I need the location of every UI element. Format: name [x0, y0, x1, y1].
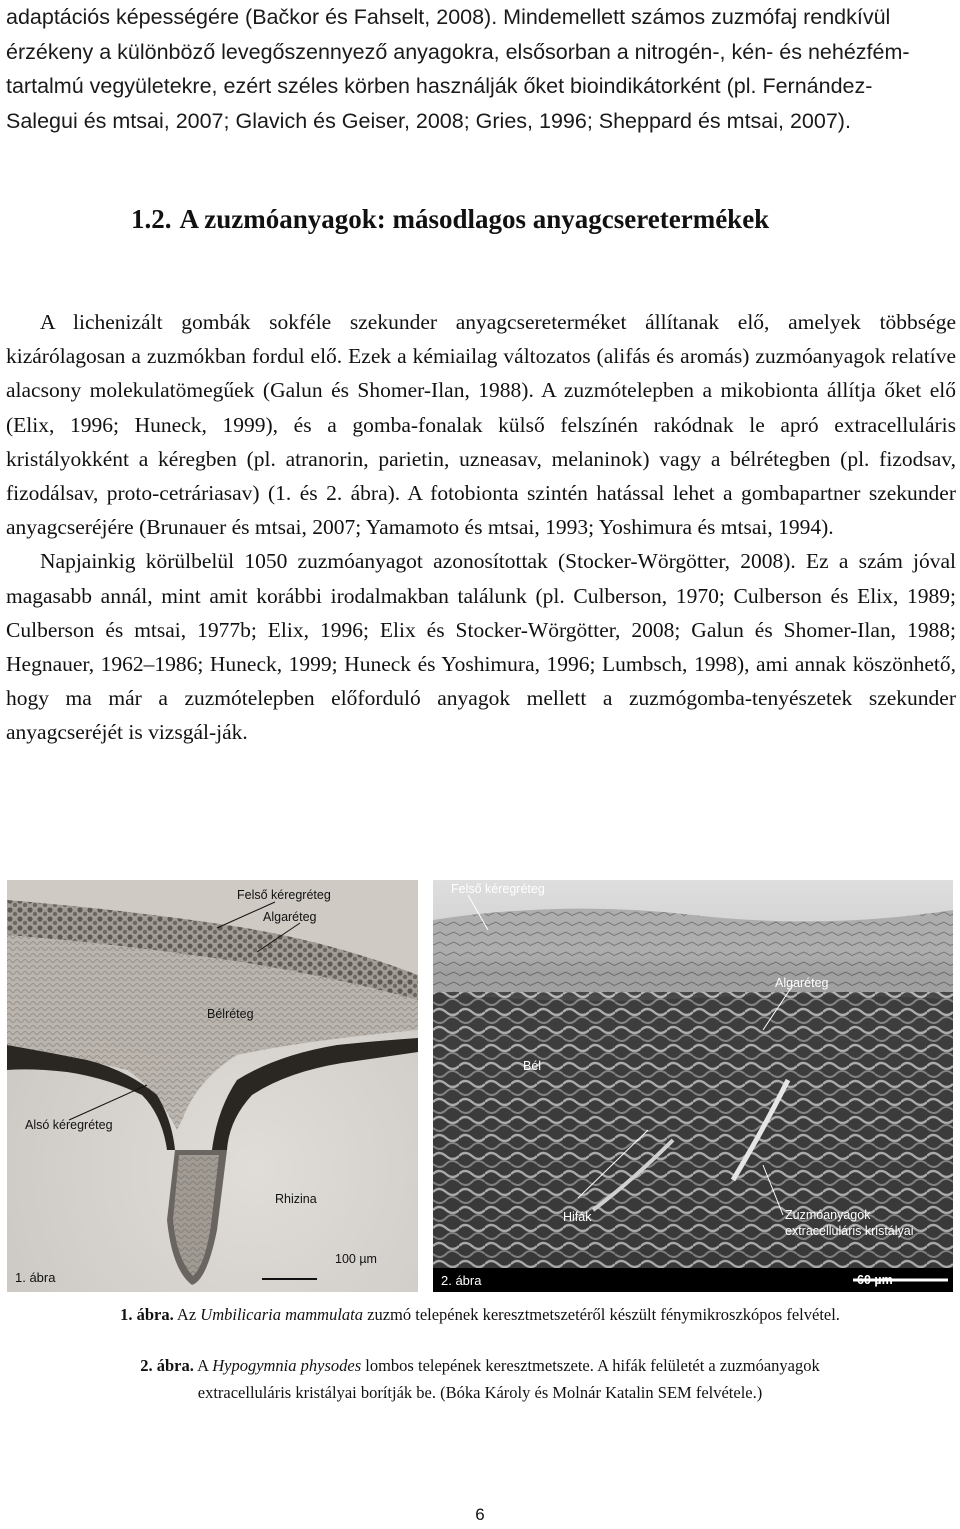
figure-1-image — [7, 880, 418, 1292]
section-number: 1.2. — [131, 204, 172, 234]
intro-line: érzékeny a különböző levegőszennyező anyagokra, elsősorban a nitrogén-, kén- és nehézfém- — [6, 39, 910, 64]
figure-1-caption-species: Umbilicaria mammulata — [200, 1305, 363, 1324]
figure-1-caption-label: 1. ábra. — [120, 1305, 174, 1324]
fig2-label-crystals-2: extracelluláris kristályai — [785, 1224, 914, 1238]
intro-line: tartalmú vegyületekre, ezért széles körben használják őket bioindikátorként (pl. Fernández- — [6, 74, 873, 98]
fig2-label-medulla: Bél — [523, 1059, 542, 1073]
fig1-label-rhizina: Rhizina — [275, 1192, 317, 1206]
fig2-label-hyphae: Hifák — [563, 1210, 592, 1224]
intro-line: Salegui és mtsai, 2007; Glavich és Geiser, 2008; Gries, 1996; Sheppard és mtsai, 2007). — [6, 108, 851, 133]
fig1-tag: 1. ábra — [15, 1270, 56, 1285]
figure-1-caption-text: zuzmó telepének keresztmetszetéről készült fénymikroszkópos felvétel. — [367, 1305, 840, 1324]
figure-2-caption — [0, 1352, 960, 1406]
section-body — [6, 305, 956, 750]
fig2-label-upper-cortex: Felső kéregréteg — [451, 882, 545, 896]
fig1-scale-bar-label: 100 µm — [335, 1252, 377, 1266]
fig1-label-lower-cortex: Alsó kéregréteg — [25, 1118, 113, 1132]
intro-paragraph — [6, 0, 956, 138]
figure-2-image — [433, 880, 953, 1292]
fig2-label-algal-layer: Algaréteg — [775, 976, 829, 990]
figure-1-caption — [0, 1304, 960, 1326]
figure-2-caption-text: lombos telepének keresztmetszete. A hifák felületét a zuzmóanyagok — [365, 1356, 820, 1375]
fig2-label-crystals-1: Zuzmóanyagok — [785, 1208, 871, 1222]
fig2-scale-bar-label: 60 µm — [857, 1273, 893, 1287]
section-heading — [131, 202, 931, 236]
figure-2-caption-label: 2. ábra. — [140, 1356, 194, 1375]
figure-2-caption-line2: extracelluláris kristályai borítják be. (Bóka Károly és Molnár Katalin SEM felvétele.) — [197, 1383, 763, 1402]
figure-2-caption-species: Hypogymnia physodes — [212, 1356, 362, 1375]
fig1-label-medulla: Bélréteg — [207, 1007, 254, 1021]
figure-1-illustration — [7, 880, 418, 1292]
body-paragraph-2: Napjainkig körülbelül 1050 zuzmóanyagot azonosítottak (Stocker-Wörgötter, 2008). Ez a szám jóval magasabb annál, mint amit korábbi irodalmakban találunk (pl. Culberson, 1970; Culberson és Elix, 1989; Culberson és mtsai, 1977b; Elix, 1996; Elix és Stocker-Wörgötter, 2008; Galun és Shomer-Ilan, 1988; Hegnauer, 1962–1986; Huneck, 1999; Huneck és Yoshimura, 1996; Lumbsch, 1998), ami annak köszönhető, hogy ma már a zuzmótelepben előforduló anyagok mellett a zuzmógomba-tenyészetek szekunder anyagcseréjét is vizsgál-ják. — [6, 549, 956, 745]
fig1-label-algal-layer: Algaréteg — [263, 910, 317, 924]
figure-2-caption-pre: A — [197, 1356, 209, 1375]
body-paragraph-1: A lichenizált gombák sokféle szekunder anyagcsereterméket állítanak elő, amelyek többsége kizárólagosan a zuzmókban fordul elő. Ezek a kémiailag változatos (alifás és aromás) zuzmóanyagok relatíve alacsony molekulatömegűek (Galun és Shomer-Ilan, 1988). A zuzmótelepben a mikobionta állítja őket elő (Elix, 1996; Huneck, 1999), és a gomba-fonalak külső felszínén rakódnak le apró extracelluláris kristályokként a kéregben (pl. atranorin, parietin, uzneasav, melaninok) vagy a bélrétegben (pl. fizodsav, fizodálsav, proto-cetráriasav) (1. és 2. ábra). A fotobionta szintén hatással lehet a gombapartner szekunder anyagcseréjére (Brunauer és mtsai, 2007; Yamamoto és mtsai, 1993; Yoshimura és mtsai, 1994). — [6, 310, 956, 540]
section-title: A zuzmóanyagok: másodlagos anyagcseretermékek — [179, 204, 770, 234]
intro-line: adaptációs képességére (Bačkor és Fahselt, 2008). Mindemellett számos zuzmófaj rendkívül — [6, 5, 891, 29]
fig2-tag: 2. ábra — [441, 1273, 482, 1288]
fig1-label-upper-cortex: Felső kéregréteg — [237, 888, 331, 902]
page-number: 6 — [475, 1505, 485, 1524]
figure-1-caption-pre: Az — [176, 1305, 197, 1324]
